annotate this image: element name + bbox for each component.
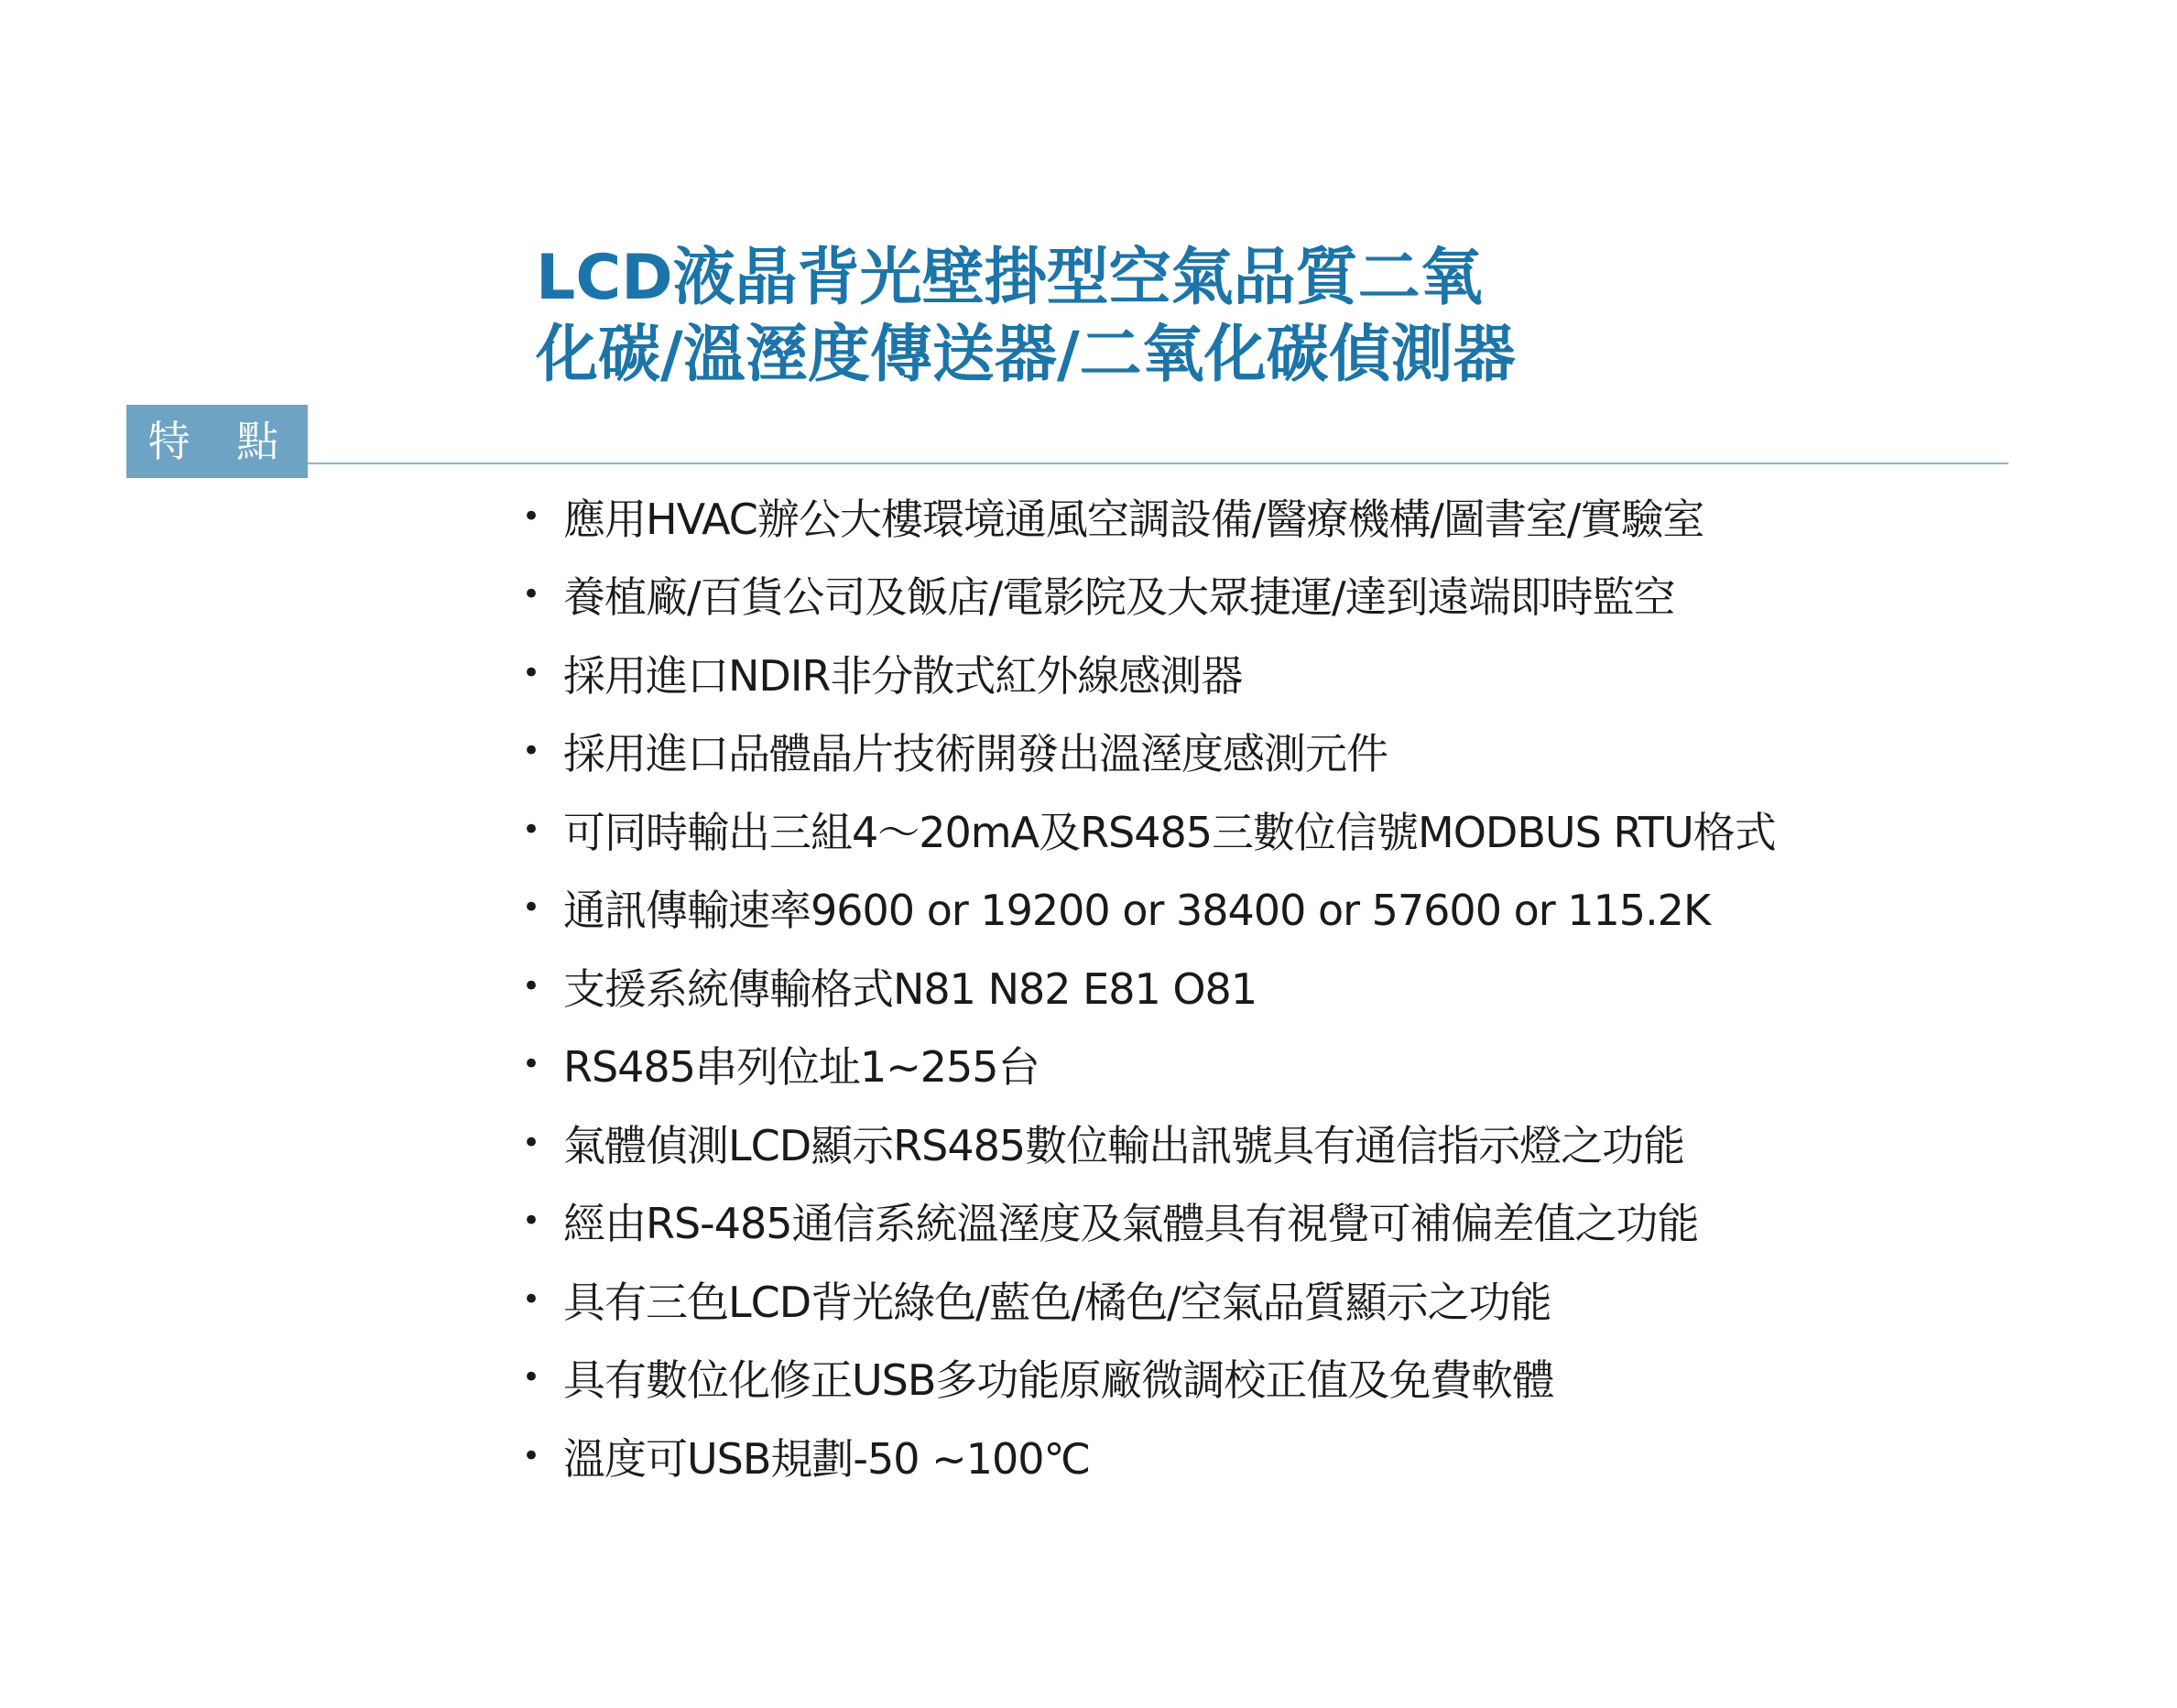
list-item: [522, 1417, 1776, 1496]
feature-text: 氣體偵測LCD顯示RS485數位輸出訊號具有通信指示燈之功能: [563, 1120, 1685, 1170]
bullet-icon: •: [522, 576, 541, 614]
bullet-icon: •: [522, 1280, 541, 1318]
list-item: [522, 869, 1776, 948]
feature-text: 通訊傳輸速率9600 or 19200 or 38400 or 57600 or 115.2K: [563, 886, 1711, 936]
list-item: [522, 477, 1776, 556]
bullet-icon: •: [522, 497, 541, 535]
list-item: [522, 1026, 1776, 1104]
feature-text: 具有數位化修正USB多功能原廠微調校正值及免費軟體: [563, 1355, 1554, 1406]
title-line-2: 化碳/溫溼度傳送器/二氧化碳偵測器: [536, 319, 1516, 391]
bullet-icon: •: [522, 733, 541, 770]
feature-text: 具有三色LCD背光綠色/藍色/橘色/空氣品質顯示之功能: [563, 1277, 1551, 1327]
list-item: [522, 556, 1776, 635]
feature-text: 採用進口NDIR非分散式紅外線感測器: [563, 650, 1243, 701]
document-title: [536, 240, 1818, 394]
section-label-features: 特 點: [126, 405, 308, 478]
section-divider: [308, 462, 2008, 464]
list-item: [522, 713, 1776, 791]
bullet-icon: •: [522, 1359, 541, 1397]
feature-text: 應用HVAC辦公大樓環境通風空調設備/醫療機構/圖書室/實驗室: [563, 494, 1704, 544]
feature-text: 經由RS-485通信系統溫溼度及氣體具有視覺可補偏差值之功能: [563, 1199, 1699, 1249]
feature-text: 可同時輸出三組4～20mA及RS485三數位信號MODBUS RTU格式: [563, 807, 1776, 857]
bullet-icon: •: [522, 889, 541, 927]
bullet-icon: •: [522, 967, 541, 1005]
list-item: [522, 634, 1776, 713]
feature-text: RS485串列位址1~255台: [563, 1042, 1040, 1093]
feature-text: 養植廠/百貨公司及飯店/電影院及大眾捷運/達到遠端即時監空: [563, 572, 1675, 623]
feature-text: 支援系統傳輸格式N81 N82 E81 O81: [563, 963, 1257, 1014]
feature-text: 溫度可USB規劃-50 ~100℃: [563, 1433, 1091, 1484]
list-item: [522, 1104, 1776, 1182]
bullet-icon: •: [522, 810, 541, 848]
list-item: [522, 1182, 1776, 1261]
feature-text: 採用進口品體晶片技術開發出溫溼度感測元件: [563, 729, 1388, 779]
list-item: [522, 1339, 1776, 1418]
list-item: [522, 790, 1776, 869]
list-item: [522, 947, 1776, 1026]
feature-list: [522, 477, 1776, 1496]
bullet-icon: •: [522, 1124, 541, 1161]
bullet-icon: •: [522, 1202, 541, 1240]
bullet-icon: •: [522, 1046, 541, 1083]
bullet-icon: •: [522, 654, 541, 691]
list-item: [522, 1260, 1776, 1339]
title-line-1: LCD液晶背光壁掛型空氣品質二氧: [536, 242, 1483, 314]
bullet-icon: •: [522, 1437, 541, 1474]
